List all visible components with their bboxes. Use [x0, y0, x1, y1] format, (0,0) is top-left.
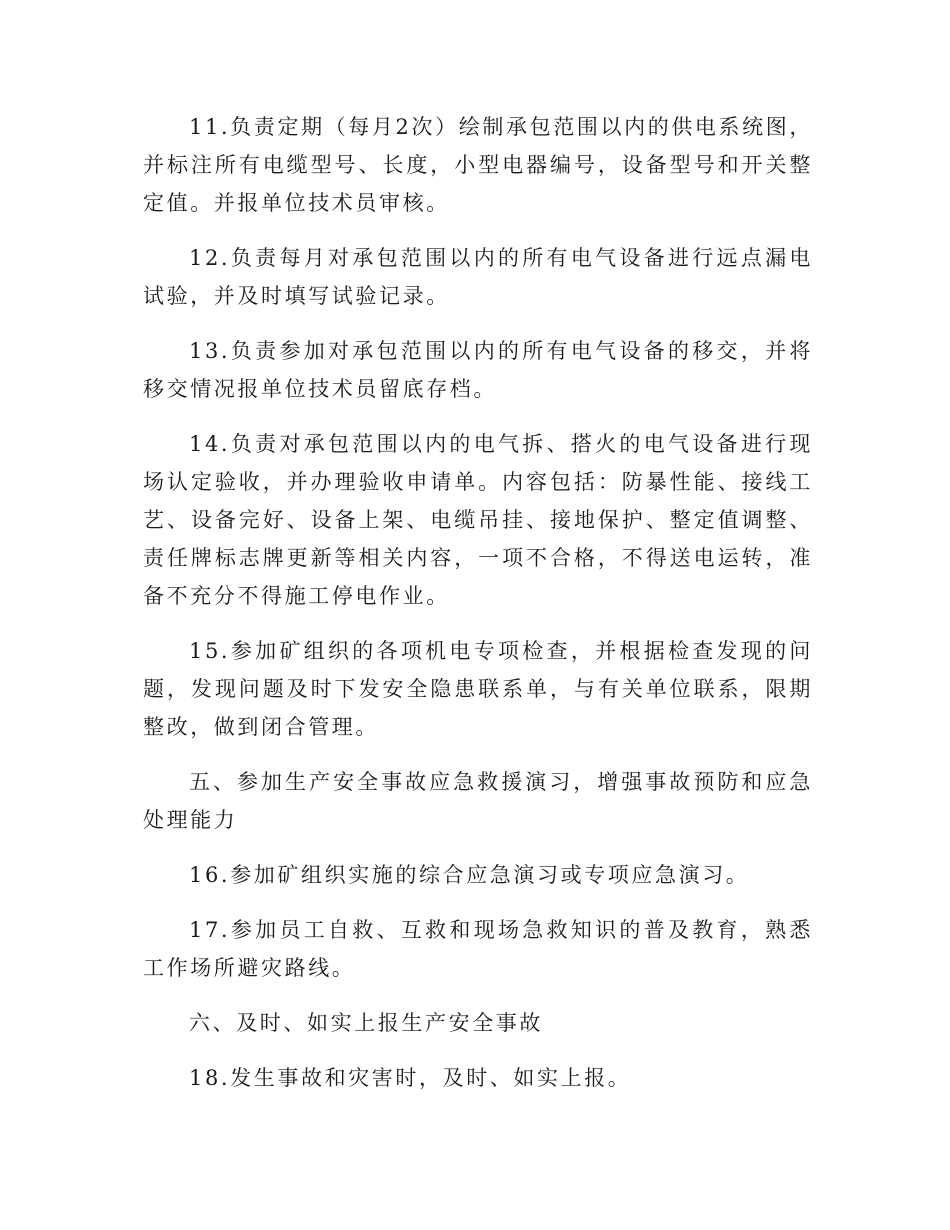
paragraph-item-18: 18.发生事故和灾害时，及时、如实上报。 [189, 1066, 632, 1090]
document-body [143, 108, 813, 1114]
paragraph-item-12: 12.负责每月对承包范围以内的所有电气设备进行远点漏电试验，并及时填写试验记录。 [143, 246, 813, 308]
paragraph-item-16: 16.参加矿组织实施的综合应急演习或专项应急演习。 [189, 863, 750, 887]
paragraph-item-13: 13.负责参加对承包范围以内的所有电气设备的移交，并将移交情况报单位技术员留底存档。 [143, 339, 813, 401]
section-heading-6: 六、及时、如实上报生产安全事故 [189, 1011, 543, 1035]
section-heading-5: 五、参加生产安全事故应急救援演习，增强事故预防和应急处理能力 [143, 770, 813, 832]
paragraph-item-15: 15.参加矿组织的各项机电专项检查，并根据检查发现的问题，发现问题及时下发安全隐患联系单，与有关单位联系，限期整改，做到闭合管理。 [143, 639, 813, 739]
paragraph-item-11: 11.负责定期（每月2次）绘制承包范围以内的供电系统图，并标注所有电缆型号、长度，小型电器编号，设备型号和开关整定值。并报单位技术员审核。 [143, 115, 813, 215]
paragraph-item-14: 14.负责对承包范围以内的电气拆、搭火的电气设备进行现场认定验收，并办理验收申请单。内容包括：防暴性能、接线工艺、设备完好、设备上架、电缆吊挂、接地保护、整定值调整、责任牌标志牌更新等相关内容，一项不合格，不得送电运转，准备不充分不得施工停电作业。 [143, 432, 813, 608]
paragraph-item-17: 17.参加员工自救、互救和现场急救知识的普及教育，熟悉工作场所避灾路线。 [143, 918, 813, 980]
